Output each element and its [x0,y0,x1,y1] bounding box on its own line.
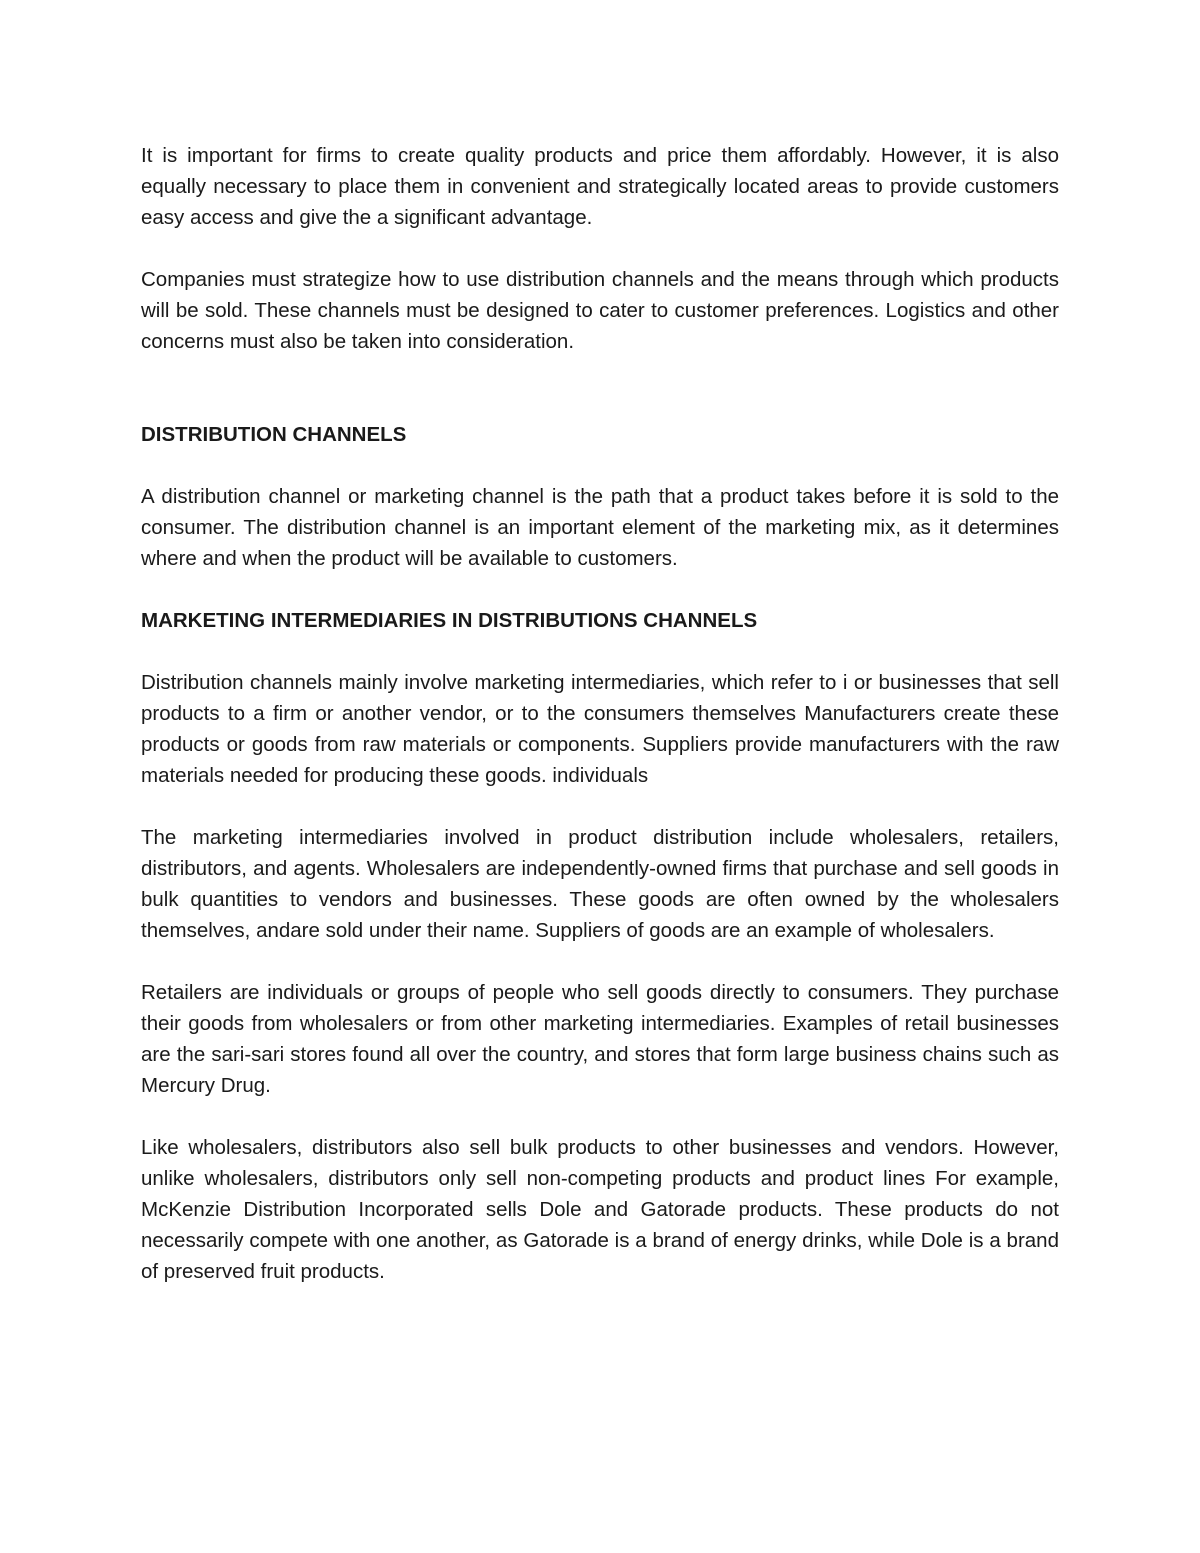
distribution-channels-heading: DISTRIBUTION CHANNELS [141,423,407,446]
distribution-channel-definition-paragraph: A distribution channel or marketing channel is the path that a product takes before it is sold to the consumer. The distribution channel is an important element of the marketing mix, as it determines where and when the product will be available to customers. [141,485,1059,570]
intermediaries-overview-paragraph: Distribution channels mainly involve marketing intermediaries, which refer to i or businesses that sell products to a firm or another vendor, or to the consumers themselves Manufacturers create these products or goods from raw materials or components. Suppliers provide manufacturers with the raw materials needed for producing these goods. individuals [141,671,1059,787]
distributors-paragraph: Like wholesalers, distributors also sell bulk products to other businesses and vendors. However, unlike wholesalers, distributors only sell non-competing products and product lines For example, McKenzie Distribution Incorporated sells Dole and Gatorade products. These products do not necessarily compete with one another, as Gatorade is a brand of energy drinks, while Dole is a brand of preserved fruit products. [141,1136,1059,1283]
retailers-paragraph: Retailers are individuals or groups of people who sell goods directly to consumers. They purchase their goods from wholesalers or from other marketing intermediaries. Examples of retail businesses are the sari-sari stores found all over the country, and stores that form large business chains such as Mercury Drug. [141,981,1059,1097]
strategy-paragraph: Companies must strategize how to use distribution channels and the means through which products will be sold. These channels must be designed to cater to customer preferences. Logistics and other concerns must also be taken into consideration. [141,268,1059,353]
wholesalers-paragraph: The marketing intermediaries involved in product distribution include wholesalers, retailers, distributors, and agents. Wholesalers are independently-owned firms that purchase and sell goods in bulk quantities to vendors and businesses. These goods are often owned by the wholesalers themselves, andare sold under their name. Suppliers of goods are an example of wholesalers. [141,826,1059,942]
intro-paragraph: It is important for firms to create quality products and price them affordably. However, it is also equally necessary to place them in convenient and strategically located areas to provide customers easy access and give the a significant advantage. [141,144,1059,229]
document-body [141,140,1059,1287]
marketing-intermediaries-heading: MARKETING INTERMEDIARIES IN DISTRIBUTIONS CHANNELS [141,609,758,632]
